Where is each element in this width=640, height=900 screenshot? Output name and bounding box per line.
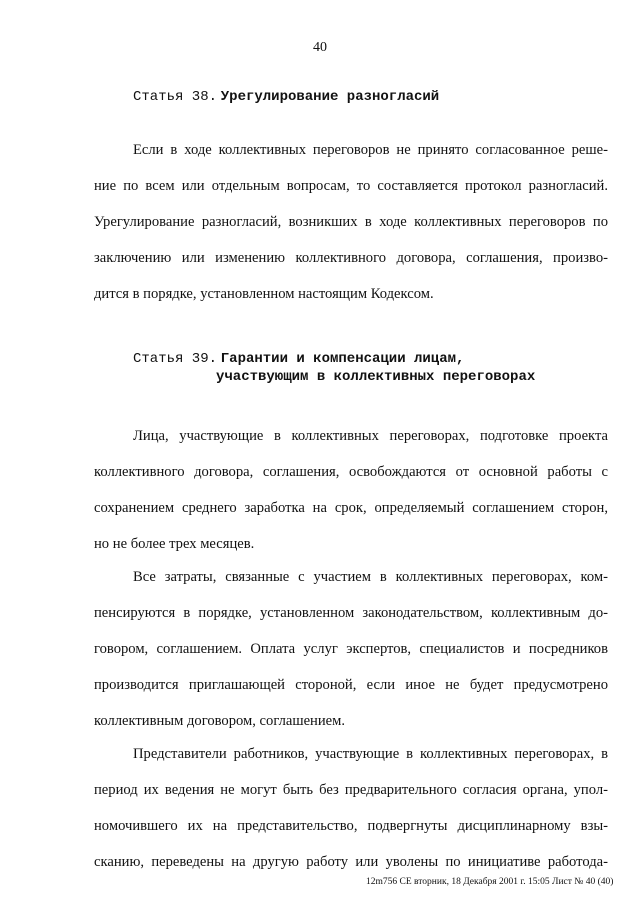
text-line: пенсируются в порядке, установленном законодательством, коллективным до- (94, 605, 608, 621)
text-line: дится в порядке, установленном настоящим Кодексом. (94, 286, 434, 302)
text-line: Все затраты, связанные с участием в коллективных переговорах, ком- (133, 569, 608, 585)
text-line: сканию, переведены на другую работу или уволены по инициативе работода- (94, 854, 608, 870)
text-line: Представители работников, участвующие в коллективных переговорах, в (133, 746, 608, 762)
text-line: говором, соглашением. Оплата услуг экспертов, специалистов и посредников (94, 641, 608, 657)
article-39-label: Статья 39. (133, 351, 218, 367)
article-38-heading (133, 87, 439, 106)
text-line: Если в ходе коллективных переговоров не принято согласованное реше- (133, 142, 608, 158)
article-38-name: Урегулирование разногласий (220, 89, 440, 105)
article-39-heading (133, 349, 535, 386)
text-line: коллективного договора, соглашения, освобождаются от основной работы с (94, 464, 608, 480)
text-line: ние по всем или отдельным вопросам, то составляется протокол разногласий. (94, 178, 608, 194)
article-38-label: Статья 38. (133, 89, 218, 105)
text-line: сохранением среднего заработка на срок, определяемый соглашением сторон, (94, 500, 608, 516)
page-footer: 12m756 СЕ вторник, 18 Декабря 2001 г. 15:05 Лист № 40 (40) (366, 877, 614, 887)
article-39-name-line2: участвующим в коллективных переговорах (216, 369, 536, 385)
text-line: Лица, участвующие в коллективных переговорах, подготовке проекта (133, 428, 608, 444)
text-line: производится приглашающей стороной, если иное не будет предусмотрено (94, 677, 608, 693)
text-line: период их ведения не могут быть без предварительного согласия органа, упол- (94, 782, 608, 798)
text-line: коллективным договором, соглашением. (94, 713, 346, 729)
text-line: Урегулирование разногласий, возникших в ходе коллективных переговоров по (94, 214, 608, 230)
page-number: 40 (313, 40, 327, 55)
text-line: заключению или изменению коллективного договора, соглашения, произво- (94, 250, 608, 266)
text-line: номочившего их на представительство, подвергнуты дисциплинарному взы- (94, 818, 608, 834)
text-line: но не более трех месяцев. (94, 536, 255, 552)
article-39-name-line1: Гарантии и компенсации лицам, (220, 351, 465, 367)
